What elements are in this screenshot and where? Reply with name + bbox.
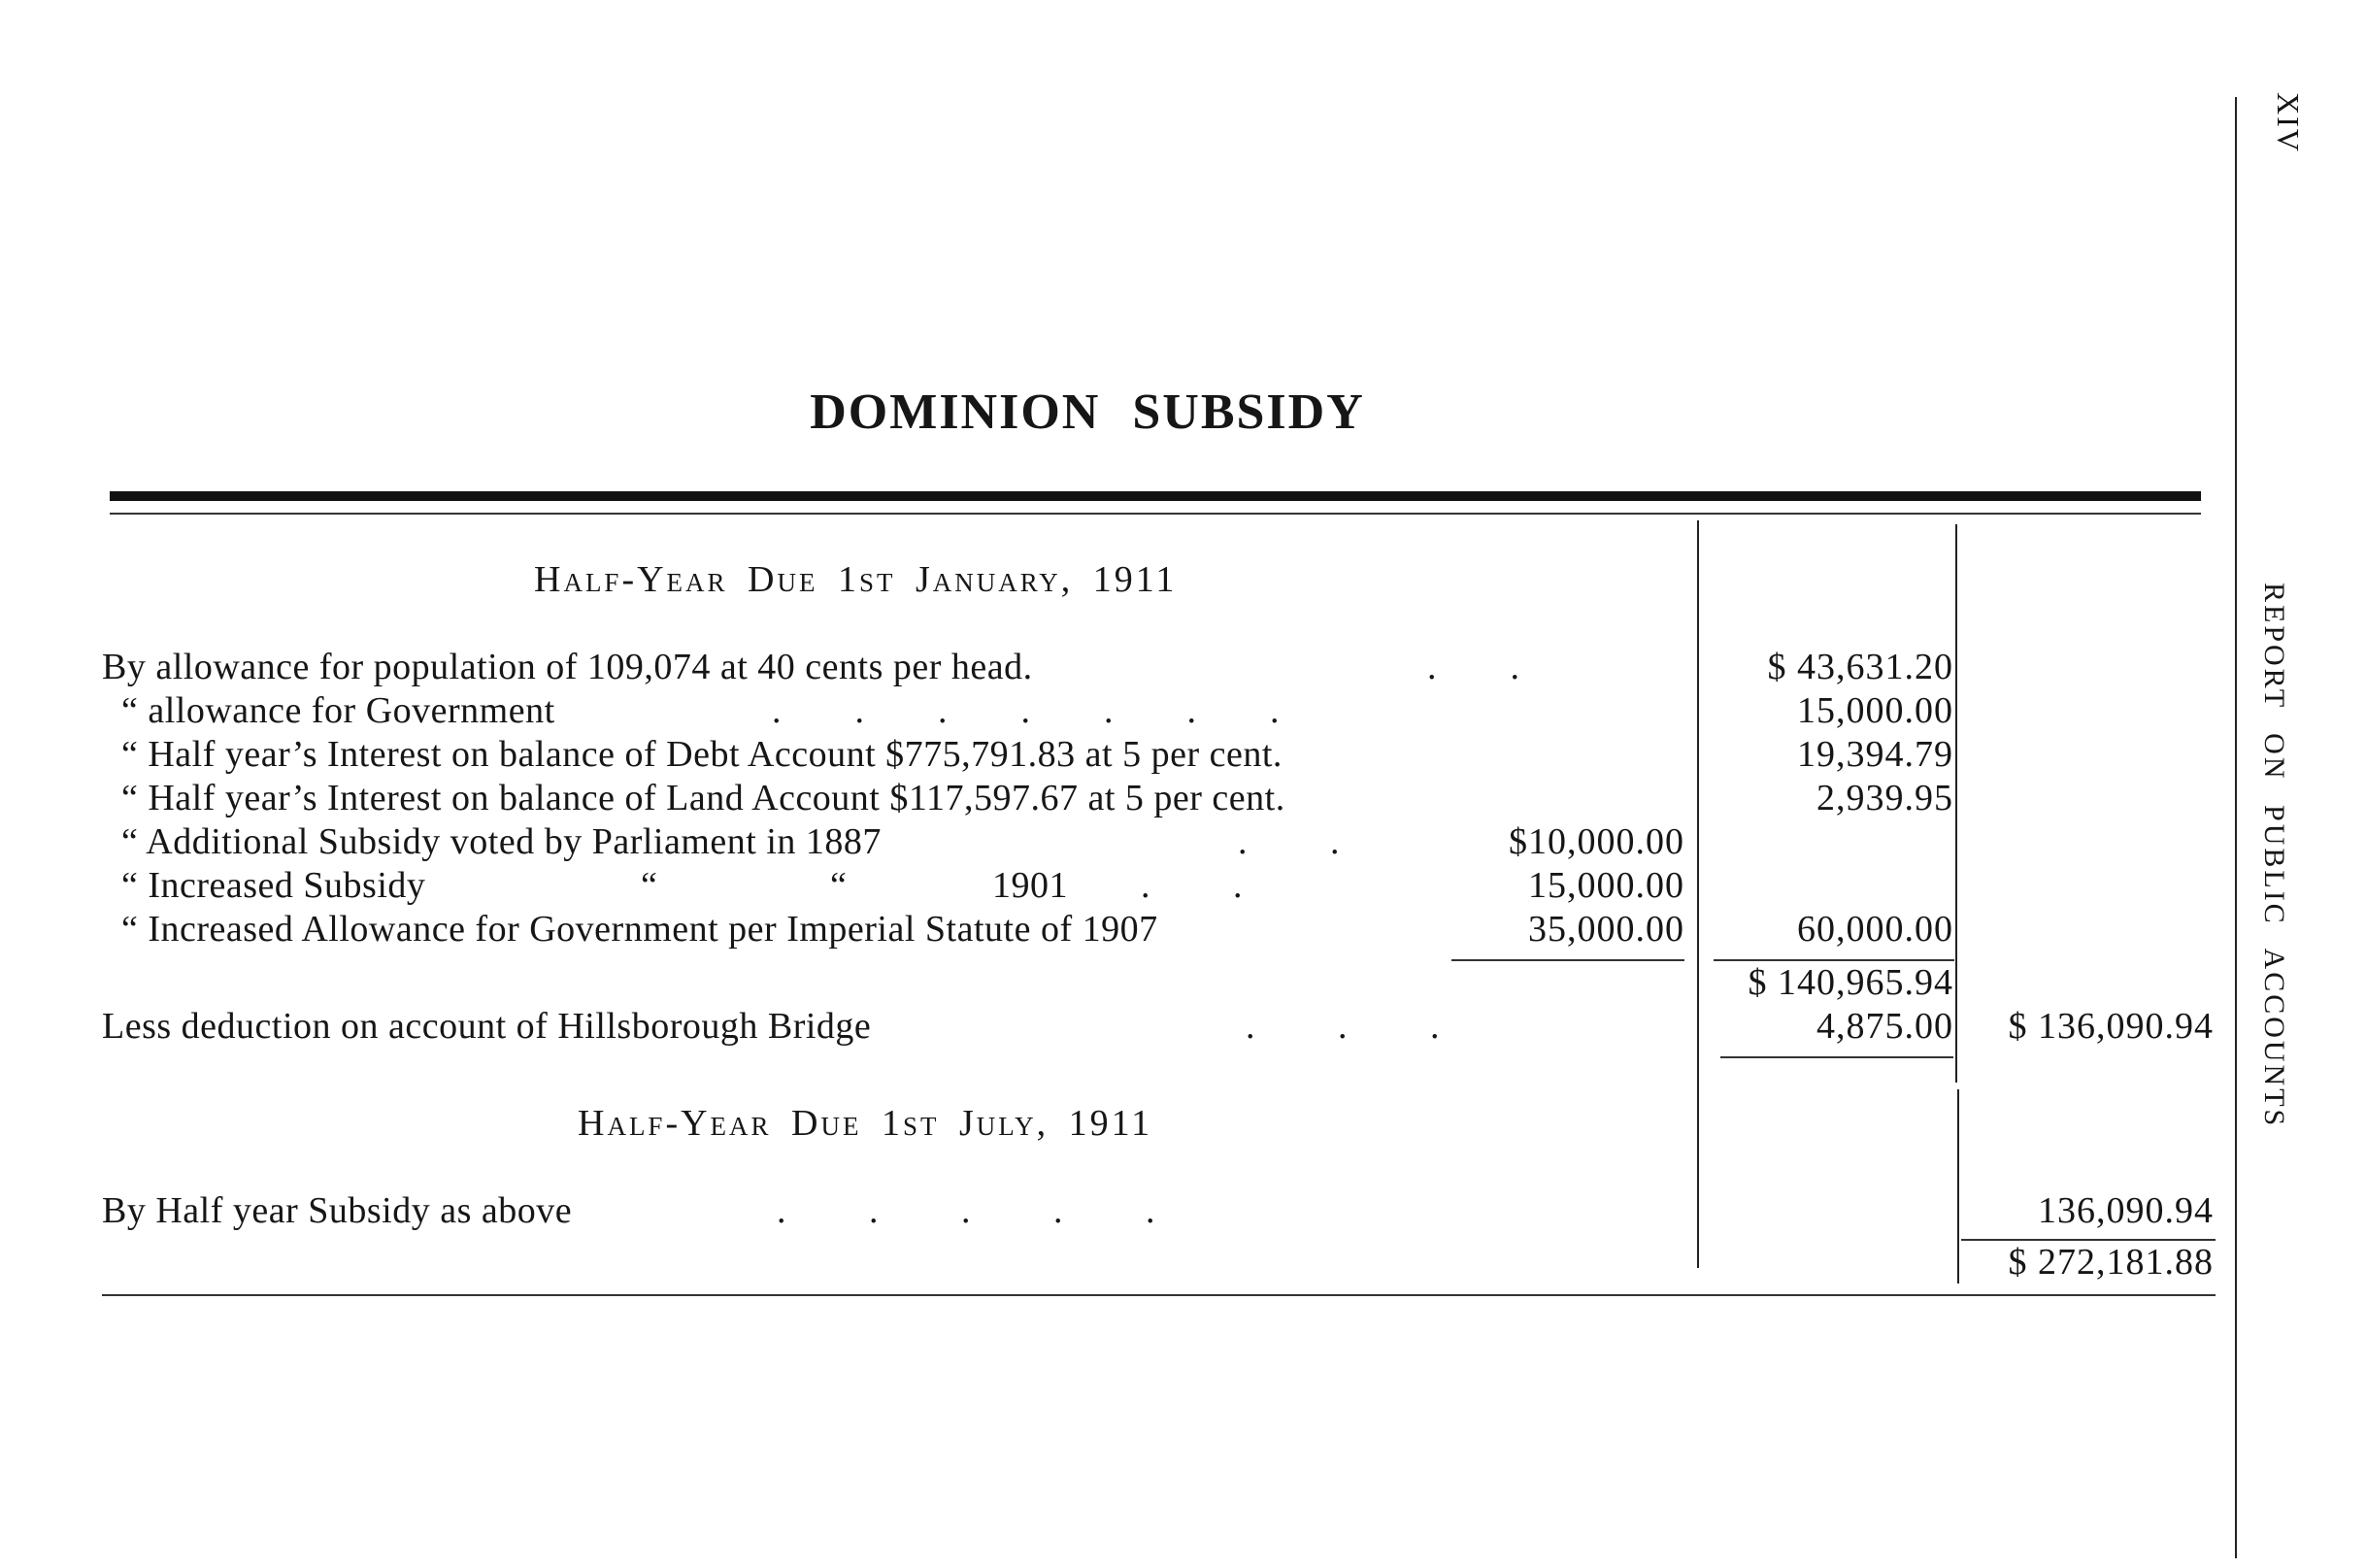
deduction-rule <box>1720 1056 1953 1058</box>
ledger-row-deduction <box>102 1005 871 1048</box>
ditto-mark: “ <box>641 865 658 906</box>
amount-col2: 60,000.00 <box>1797 909 1953 950</box>
row-text: “ Half year’s Interest on balance of Debt Account $775,791.83 at 5 per cent. <box>121 734 1283 775</box>
row-text: By Half year Subsidy as above <box>102 1190 573 1231</box>
leader-dots: . . . <box>1246 1006 1440 1047</box>
row-text: “ Half year’s Interest on balance of Land Account $117,597.67 at 5 per cent. <box>121 778 1285 818</box>
ledger-row-government <box>121 689 555 732</box>
amount-col2: 4,875.00 <box>1816 1006 1953 1047</box>
ledger-row-increased-allowance <box>121 908 1158 951</box>
page-title: DOMINION SUBSIDY <box>810 384 1365 440</box>
ledger-row-half-year-subsidy <box>102 1189 572 1232</box>
amount-col3: 136,090.94 <box>2038 1190 2214 1231</box>
leader-dots: . . . . . <box>777 1190 1155 1231</box>
ledger-row-population <box>102 646 1033 688</box>
leader-dots: . . . . . . . <box>772 690 1280 731</box>
amount-col3: $ 136,090.94 <box>2008 1006 2214 1047</box>
subtotal-rule-col1 <box>1451 959 1684 961</box>
ledger-row-debt-interest <box>121 733 1283 776</box>
row-text: “ allowance for Government <box>121 690 555 731</box>
row-text: “ Increased Subsidy <box>121 865 426 906</box>
section-heading-january: Half-Year Due 1st January, 1911 <box>534 559 1178 600</box>
ditto-mark: “ <box>830 865 848 906</box>
section-heading-july: Half-Year Due 1st July, 1911 <box>578 1103 1153 1144</box>
row-text: By allowance for population of 109,074 at 40 cents per head. <box>102 647 1033 687</box>
bottom-rule <box>102 1294 2216 1296</box>
subtotal-amount: $ 140,965.94 <box>1748 962 1953 1003</box>
column-divider-2a <box>1955 524 1957 1083</box>
leader-dots: . . <box>1238 821 1340 862</box>
row-text: “ Additional Subsidy voted by Parliament in 1887 <box>121 821 882 862</box>
grand-total-amount: $ 272,181.88 <box>2008 1242 2214 1283</box>
running-head: REPORT ON PUBLIC ACCOUNTS <box>2258 583 2290 1129</box>
amount-col2: 19,394.79 <box>1797 734 1953 775</box>
amount-col2: 2,939.95 <box>1816 778 1953 818</box>
ledger-row-additional-subsidy <box>121 820 882 863</box>
row-text: “ Increased Allowance for Government per Imperial Statute of 1907 <box>121 909 1158 950</box>
page-edge-rule <box>2235 97 2237 1558</box>
amount-col2: $ 43,631.20 <box>1767 647 1953 687</box>
ledger-row-increased-subsidy <box>121 864 425 907</box>
leader-dots: . . <box>1427 647 1519 687</box>
row-year: 1901 <box>992 865 1068 906</box>
page-number: XIV <box>2271 92 2306 153</box>
leader-dots: . . <box>1141 865 1243 906</box>
title-rule-thin <box>110 513 2201 515</box>
amount-col1: 15,000.00 <box>1528 865 1684 906</box>
column-divider-2b <box>1957 1089 1959 1284</box>
column-divider-1 <box>1697 520 1699 1268</box>
row-text: Less deduction on account of Hillsborough Bridge <box>102 1006 872 1047</box>
title-rule-thick <box>110 491 2201 501</box>
amount-col1: $10,000.00 <box>1509 821 1684 862</box>
ledger-row-land-interest <box>121 777 1285 819</box>
amount-col2: 15,000.00 <box>1797 690 1953 731</box>
amount-col1: 35,000.00 <box>1528 909 1684 950</box>
